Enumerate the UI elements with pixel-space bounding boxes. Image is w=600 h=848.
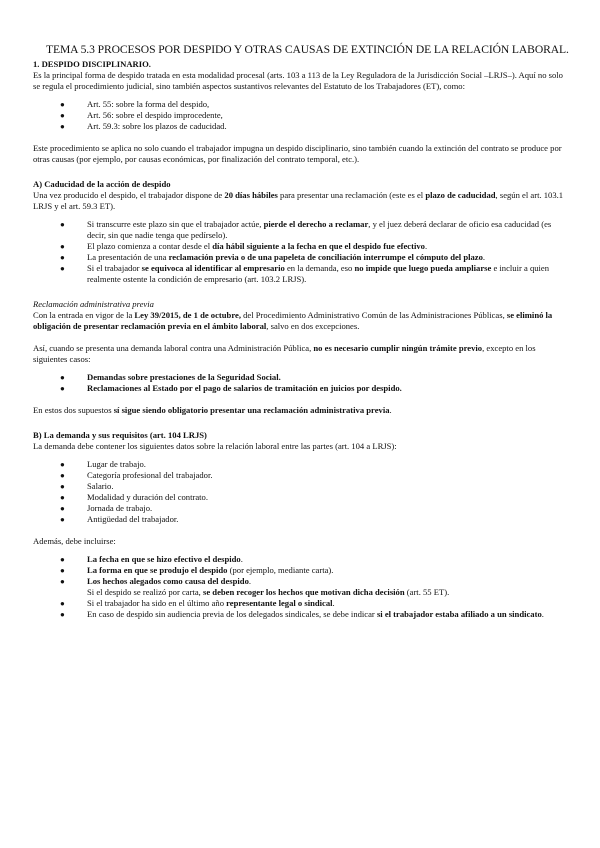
bullet-list [33,219,566,285]
paragraph: Así, cuando se presenta una demanda laboral contra una Administración Pública, no es necesario cumplir ningún trámite previo, excepto en los siguientes casos: [33,343,536,364]
page-title: TEMA 5.3 PROCESOS POR DESPIDO Y OTRAS CAUSAS DE EXTINCIÓN DE LA RELACIÓN LABORAL. [46,43,569,56]
list-item: ● Modalidad y duración del contrato. [60,492,208,502]
list-item: ● Si el trabajador se equivoca al identificar al empresario en la demanda, eso no impide que luego pueda ampliarse e incluir a quien realmente ostente la condición de empresario (art. 103.2 LRJS). [60,263,550,284]
bullet-icon: ● [60,610,65,619]
list-item: ● Los hechos alegados como causa del despido. Si el despido se realizó por carta, se deben recoger los hechos que motivan dicha decisión (art. 55 ET). [60,576,450,597]
bullet-list [33,459,566,525]
paragraph: Además, debe incluirse: [33,536,116,546]
bullet-icon: ● [60,100,65,109]
bullet-icon: ● [60,482,65,491]
bullet-list [33,99,566,132]
list-item: ● Antigüedad del trabajador. [60,514,179,524]
paragraph: Una vez producido el despido, el trabajador dispone de 20 días hábiles para presentar una reclamación (este es el plazo de caducidad, según el art. 103.1 LRJS y el art. 59.3 ET). [33,190,564,211]
bullet-icon: ● [60,122,65,131]
bullet-icon: ● [60,504,65,513]
section-heading: A) Caducidad de la acción de despido [33,179,171,189]
list-item: ● Categoría profesional del trabajador. [60,470,213,480]
list-item: ● Art. 56: sobre el despido improcedente, [60,110,223,120]
bullet-icon: ● [60,566,65,575]
list-item: ● La forma en que se produjo el despido (por ejemplo, mediante carta). [60,565,334,575]
bullet-icon: ● [60,384,65,393]
section-heading: B) La demanda y sus requisitos (art. 104 LRJS) [33,430,207,440]
bullet-icon: ● [60,555,65,564]
paragraph: En estos dos supuestos sí sigue siendo obligatorio presentar una reclamación administrativa previa. [33,405,392,415]
bullet-list [33,372,566,394]
bullet-icon: ● [60,253,65,262]
list-item: ● La fecha en que se hizo efectivo el despido. [60,554,243,564]
list-item: ● Art. 55: sobre la forma del despido, [60,99,210,109]
list-item: ● Lugar de trabajo. [60,459,146,469]
list-item: ● Jornada de trabajo. [60,503,153,513]
list-item: ● El plazo comienza a contar desde el día hábil siguiente a la fecha en que el despido fue efectivo. [60,241,428,251]
list-item: ● Salario. [60,481,114,491]
bullet-icon: ● [60,373,65,382]
paragraph: Es la principal forma de despido tratada en esta modalidad procesal (arts. 103 a 113 de la Ley Reguladora de la Jurisdicción Social –LRJS–). Aquí no solo se regula el procedimiento judicial, sino también aspectos sustantivos relevantes del Estatuto de los Trabajadores (ET), como: [33,70,563,91]
bullet-icon: ● [60,471,65,480]
subsection-heading: Reclamación administrativa previa [33,299,154,309]
list-item: ● En caso de despido sin audiencia previa de los delegados sindicales, se debe indicar si el trabajador estaba afiliado a un sindicato. [60,609,544,619]
bullet-icon: ● [60,577,65,586]
list-item: ● Si el trabajador ha sido en el último año representante legal o sindical. [60,598,335,608]
bullet-icon: ● [60,111,65,120]
paragraph: Este procedimiento se aplica no solo cuando el trabajador impugna un despido disciplinario, sino también cuando la extinción del contrato se produce por otras causas (por ejemplo, por causas económicas, por finalización del contrato temporal, etc.). [33,143,562,164]
bullet-list [33,554,566,620]
bullet-icon: ● [60,242,65,251]
bullet-icon: ● [60,264,65,273]
bullet-icon: ● [60,515,65,524]
list-item: ● Art. 59.3: sobre los plazos de caducidad. [60,121,227,131]
paragraph: Con la entrada en vigor de la Ley 39/2015, de 1 de octubre, del Procedimiento Administrativo Común de las Administraciones Públicas, se eliminó la obligación de presentar reclamación previa en el ámbito laboral, salvo en dos excepciones. [33,310,553,331]
bullet-icon: ● [60,460,65,469]
document-body [33,59,566,620]
paragraph: La demanda debe contener los siguientes datos sobre la relación laboral entre las partes (art. 104 a LRJS): [33,441,397,451]
list-item: ● Reclamaciones al Estado por el pago de salarios de tramitación en juicios por despido. [60,383,402,393]
list-item: ● Demandas sobre prestaciones de la Seguridad Social. [60,372,281,382]
bullet-icon: ● [60,599,65,608]
bullet-icon: ● [60,220,65,229]
list-item: ● Si transcurre este plazo sin que el trabajador actúe, pierde el derecho a reclamar, y el juez deberá declarar de oficio esa caducidad (es decir, sin que nadie tenga que pedírselo). [60,219,552,240]
bullet-icon: ● [60,493,65,502]
section-heading: 1. DESPIDO DISCIPLINARIO. [33,59,151,69]
list-item: ● La presentación de una reclamación previa o de una papeleta de conciliación interrumpe el cómputo del plazo. [60,252,486,262]
